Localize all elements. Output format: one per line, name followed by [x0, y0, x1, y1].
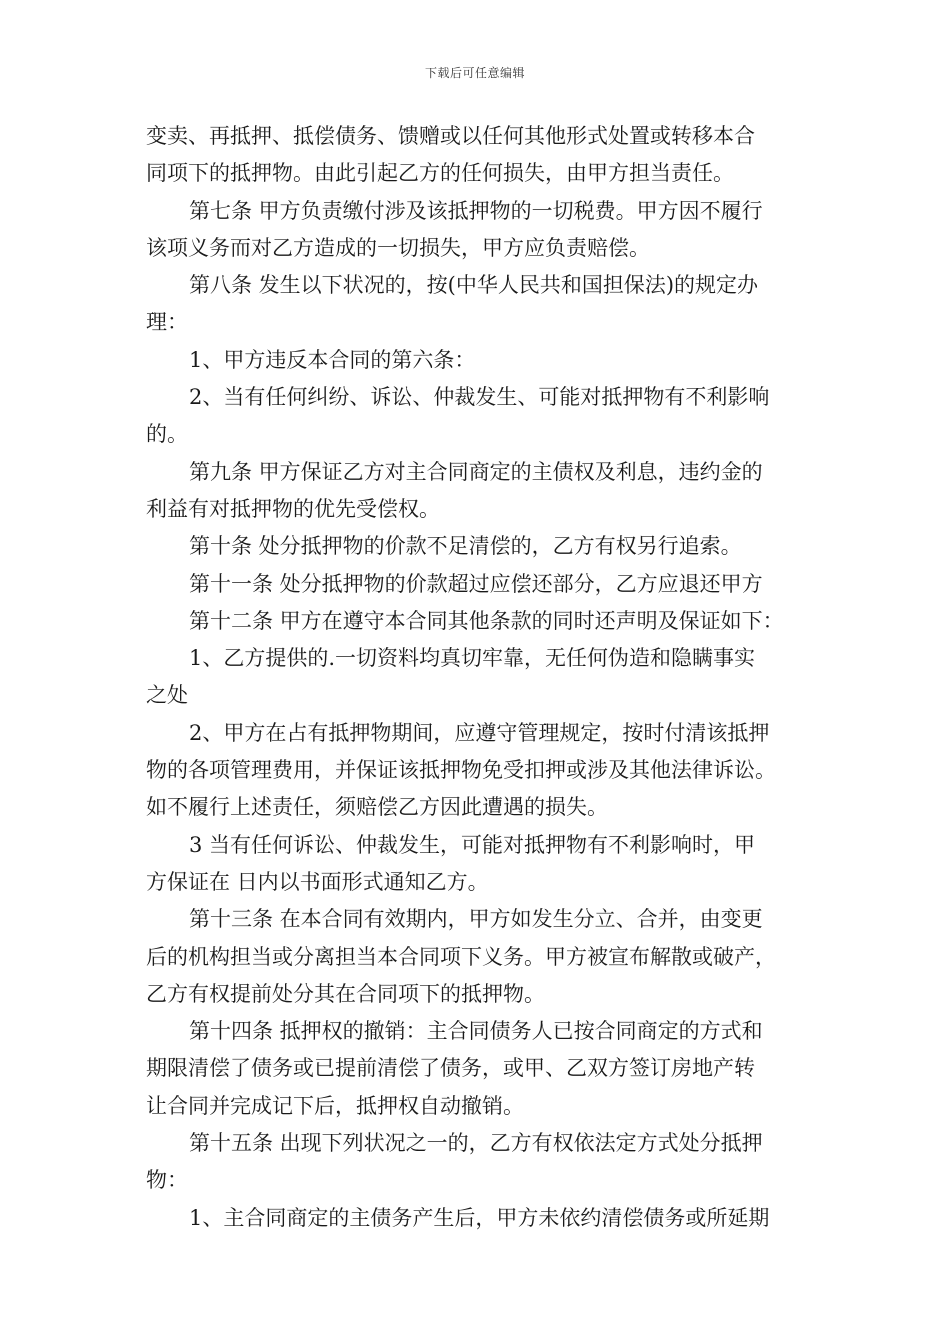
text-line: 3 当有任何诉讼、仲裁发生，可能对抵押物有不利影响时，甲 [189, 832, 756, 857]
text-line: 的。 [146, 422, 188, 447]
text-line: 变卖、再抵押、抵偿债务、馈赠或以任何其他形式处置或转移本合 [146, 124, 755, 148]
page-header: 下载后可任意编辑 [424, 66, 525, 80]
text-line: 乙方有权提前处分其在合同项下的抵押物。 [146, 981, 545, 1006]
text-line: 2、当有任何纠纷、诉讼、仲裁发生、可能对抵押物有不利影响 [189, 385, 770, 410]
text-line: 第九条 甲方保证乙方对主合同商定的主债权及利息，违约金的 [189, 459, 763, 484]
text-line: 2、甲方在占有抵押物期间，应遵守管理规定，按时付清该抵押 [189, 720, 770, 745]
text-line: 第八条 发生以下状况的，按(中华人民共和国担保法)的规定办 [189, 273, 759, 298]
text-line: 第十四条 抵押权的撤销：主合同债务人已按合同商定的方式和 [189, 1019, 763, 1044]
text-line: 物的各项管理费用，并保证该抵押物免受扣押或涉及其他法律诉讼。 [146, 758, 776, 783]
text-line: 方保证在 日内以书面形式通知乙方。 [146, 869, 489, 894]
text-line: 该项义务而对乙方造成的一切损失，甲方应负责赔偿。 [146, 235, 650, 260]
text-line: 第十一条 处分抵押物的价款超过应偿还部分，乙方应退还甲方 [189, 571, 763, 596]
text-line: 期限清偿了债务或已提前清偿了债务，或甲、乙双方签订房地产转 [146, 1056, 755, 1081]
text-line: 后的机构担当或分离担当本合同项下义务。甲方被宣布解散或破产， [146, 944, 776, 969]
text-line: 第十二条 甲方在遵守本合同其他条款的同时还声明及保证如下： [189, 608, 784, 633]
text-line: 让合同并完成记下后，抵押权自动撤销。 [146, 1093, 524, 1118]
text-line: 同项下的抵押物。由此引起乙方的任何损失，由甲方担当责任。 [146, 161, 734, 186]
text-line: 1、甲方违反本合同的第六条： [189, 347, 476, 372]
text-line: 之处 [146, 683, 188, 708]
text-line: 物： [146, 1168, 188, 1193]
text-line: 第十三条 在本合同有效期内，甲方如发生分立、合并，由变更 [189, 907, 763, 932]
text-line: 第十五条 出现下列状况之一的，乙方有权依法定方式处分抵押 [189, 1131, 763, 1156]
text-line: 第七条 甲方负责缴付涉及该抵押物的一切税费。甲方因不履行 [189, 198, 763, 223]
text-line: 1、乙方提供的.一切资料均真切牢靠，无任何伪造和隐瞒事实 [189, 646, 756, 671]
document-body [146, 118, 812, 1237]
text-line: 理： [146, 310, 188, 335]
text-line: 利益有对抵押物的优先受偿权。 [146, 496, 440, 521]
text-line: 第十条 处分抵押物的价款不足清偿的，乙方有权另行追索。 [189, 534, 742, 559]
text-line: 如不履行上述责任，须赔偿乙方因此遭遇的损失。 [146, 795, 608, 820]
text-line: 1、主合同商定的主债务产生后，甲方未依约清偿债务或所延期 [189, 1205, 770, 1230]
